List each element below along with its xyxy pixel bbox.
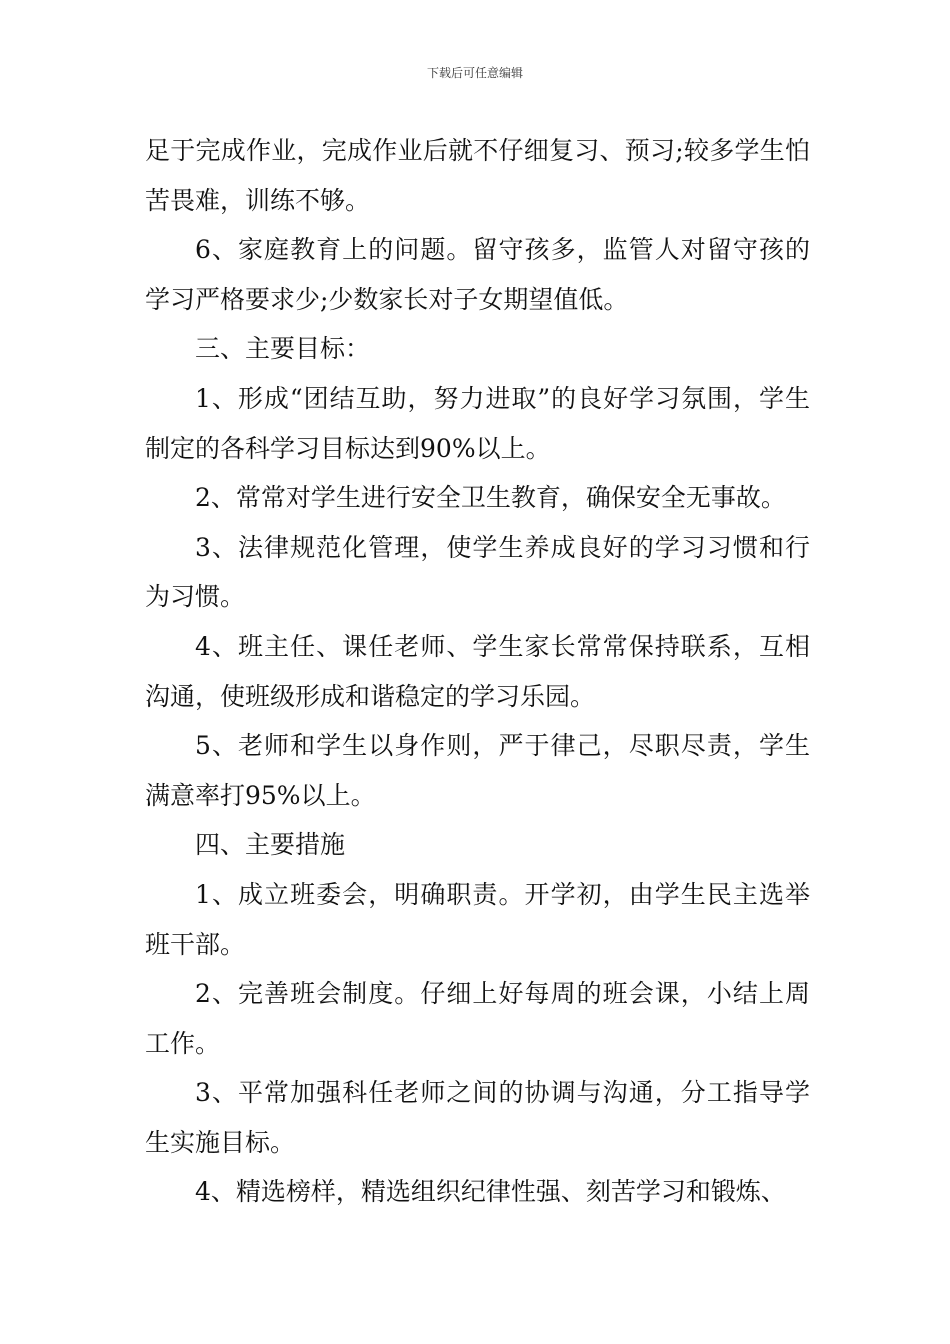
paragraph-goal-4: 4、班主任、课任老师、学生家长常常保持联系，互相沟通，使班级形成和谐稳定的学习乐园。 xyxy=(145,631,810,711)
paragraph-goal-2: 2、常常对学生进行安全卫生教育，确保安全无事故。 xyxy=(195,483,786,513)
paragraph-family-education: 6、家庭教育上的问题。留守孩多，监管人对留守孩的学习严格要求少;少数家长对子女期望值低。 xyxy=(145,235,810,314)
paragraph-measure-2: 2、完善班会制度。仔细上好每周的班会课，小结上周工作。 xyxy=(145,979,810,1058)
paragraph-measure-4: 4、精选榜样，精选组织纪律性强、刻苦学习和锻炼、 xyxy=(195,1177,786,1207)
paragraph-goal-5: 5、老师和学生以身作则，严于律己，尽职尽责，学生满意率打95%以上。 xyxy=(145,731,810,810)
paragraph-measure-3: 3、平常加强科任老师之间的协调与沟通，分工指导学生实施目标。 xyxy=(145,1078,810,1157)
page-header: 下载后可任意编辑 xyxy=(426,66,523,80)
section-heading-main-goals: 三、主要目标： xyxy=(195,334,371,364)
document-body xyxy=(145,126,810,1217)
paragraph-measure-1: 1、成立班委会，明确职责。开学初，由学生民主选举班干部。 xyxy=(145,879,810,959)
paragraph-goal-1: 1、形成“团结互助，努力进取”的良好学习氛围，学生制定的各科学习目标达到90%以上。 xyxy=(145,383,810,463)
paragraph-goal-3: 3、法律规范化管理，使学生养成良好的学习习惯和行为习惯。 xyxy=(145,532,810,612)
section-heading-main-measures: 四、主要措施 xyxy=(195,830,346,860)
paragraph-continuation: 足于完成作业，完成作业后就不仔细复习、预习;较多学生怕苦畏难，训练不够。 xyxy=(145,136,810,215)
